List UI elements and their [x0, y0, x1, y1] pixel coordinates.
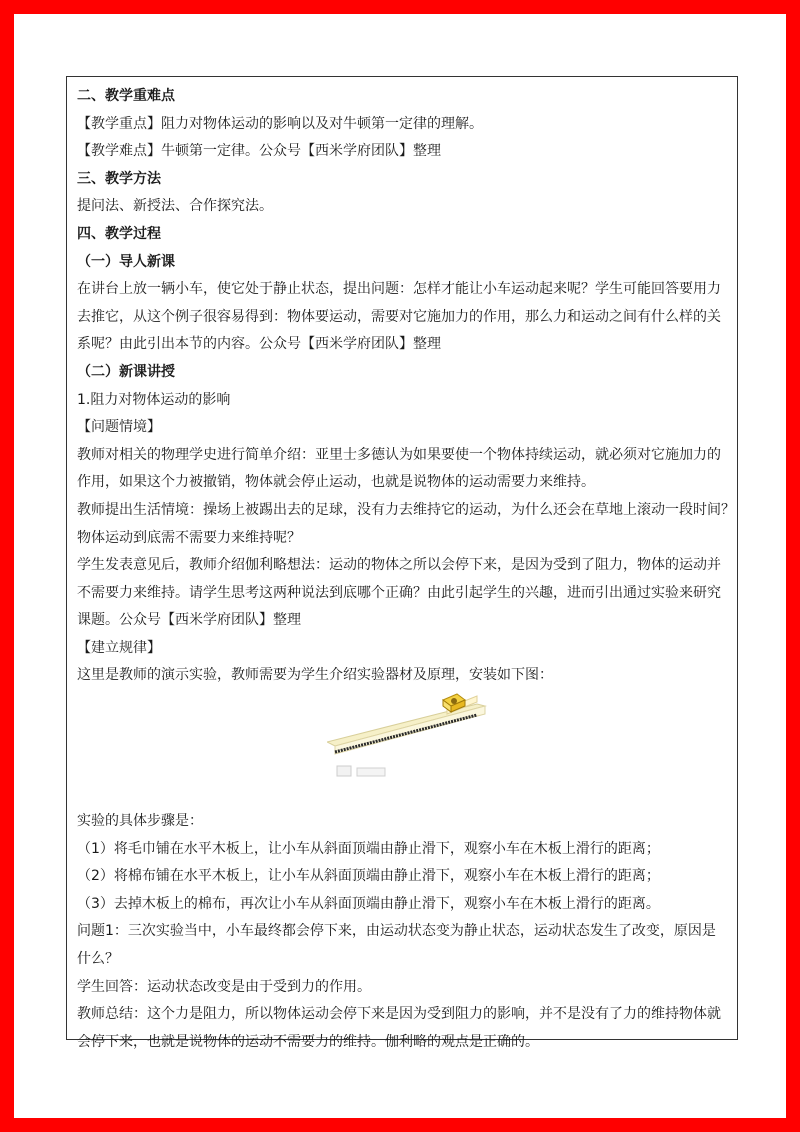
text-block-bottom	[77, 808, 725, 1056]
text-line: 作用，如果这个力被撤销，物体就会停止运动，也就是说物体的运动需要力来维持。	[77, 474, 595, 491]
experiment-diagram	[77, 690, 725, 808]
section-heading: （二）新课讲授	[77, 363, 175, 380]
text-line: 1.阻力对物体运动的影响	[77, 391, 231, 408]
section-heading: （一）导人新课	[77, 253, 175, 270]
text-line: 不需要力来维持。请学生思考这两种说法到底哪个正确？由此引起学生的兴趣，进而引出通过实验来研究	[77, 584, 721, 601]
text-line: 【问题情境】	[77, 419, 161, 436]
incline-cart-apparatus-image	[327, 692, 557, 802]
lesson-plan-cell	[66, 76, 738, 1050]
text-line: 学生回答：运动状态改变是由于受到力的作用。	[77, 978, 371, 995]
text-line: 教师提出生活情境：操场上被踢出去的足球，没有力去维持它的运动，为什么还会在草地上滚动一段时间？	[77, 501, 735, 518]
text-line: 【教学难点】牛顿第一定律。公众号【西米学府团队】整理	[77, 143, 441, 160]
section-heading: 四、教学过程	[77, 225, 161, 242]
text-line: 实验的具体步骤是：	[77, 813, 203, 830]
text-line: 去推它，从这个例子很容易得到：物体要运动，需要对它施加力的作用，那么力和运动之间有什么样的关	[77, 308, 721, 325]
text-line: 教师对相关的物理学史进行简单介绍：亚里士多德认为如果要使一个物体持续运动，就必须对它施加力的	[77, 446, 721, 463]
text-line: 课题。公众号【西米学府团队】整理	[77, 612, 301, 629]
text-line: 【教学重点】阻力对物体运动的影响以及对牛顿第一定律的理解。	[77, 115, 483, 132]
text-line: （1）将毛巾铺在水平木板上，让小车从斜面顶端由静止滑下，观察小车在木板上滑行的距离；	[77, 840, 660, 857]
text-line: 提问法、新授法、合作探究法。	[77, 198, 273, 215]
section-heading: 三、教学方法	[77, 170, 161, 187]
text-line: 【建立规律】	[77, 639, 161, 656]
text-line: （2）将棉布铺在水平木板上，让小车从斜面顶端由静止滑下，观察小车在木板上滑行的距离；	[77, 868, 660, 885]
text-line: 系呢？由此引出本节的内容。公众号【西米学府团队】整理	[77, 336, 441, 353]
text-line: 会停下来，也就是说物体的运动不需要力的维持。伽利略的观点是正确的。	[77, 1033, 539, 1050]
text-line: 物体运动到底需不需要力来维持呢？	[77, 529, 301, 546]
text-line: 在讲台上放一辆小车，使它处于静止状态，提出问题：怎样才能让小车运动起来呢？学生可能回答要用力	[77, 281, 721, 298]
text-line: 教师总结：这个力是阻力，所以物体运动会停下来是因为受到阻力的影响，并不是没有了力的维持物体就	[77, 1006, 721, 1023]
text-line: 这里是教师的演示实验，教师需要为学生介绍实验器材及原理，安装如下图：	[77, 667, 553, 684]
text-block-top	[77, 83, 735, 690]
text-line: 学生发表意见后，教师介绍伽利略想法：运动的物体之所以会停下来，是因为受到了阻力，物体的运动并	[77, 557, 721, 574]
text-line: （3）去掉木板上的棉布，再次让小车从斜面顶端由静止滑下，观察小车在木板上滑行的距离。	[77, 895, 660, 912]
text-line: 问题1：三次实验当中，小车最终都会停下来，由运动状态变为静止状态，运动状态发生了改变，原因是	[77, 923, 716, 940]
section-heading: 二、教学重难点	[77, 88, 175, 104]
text-line: 什么？	[77, 951, 119, 968]
